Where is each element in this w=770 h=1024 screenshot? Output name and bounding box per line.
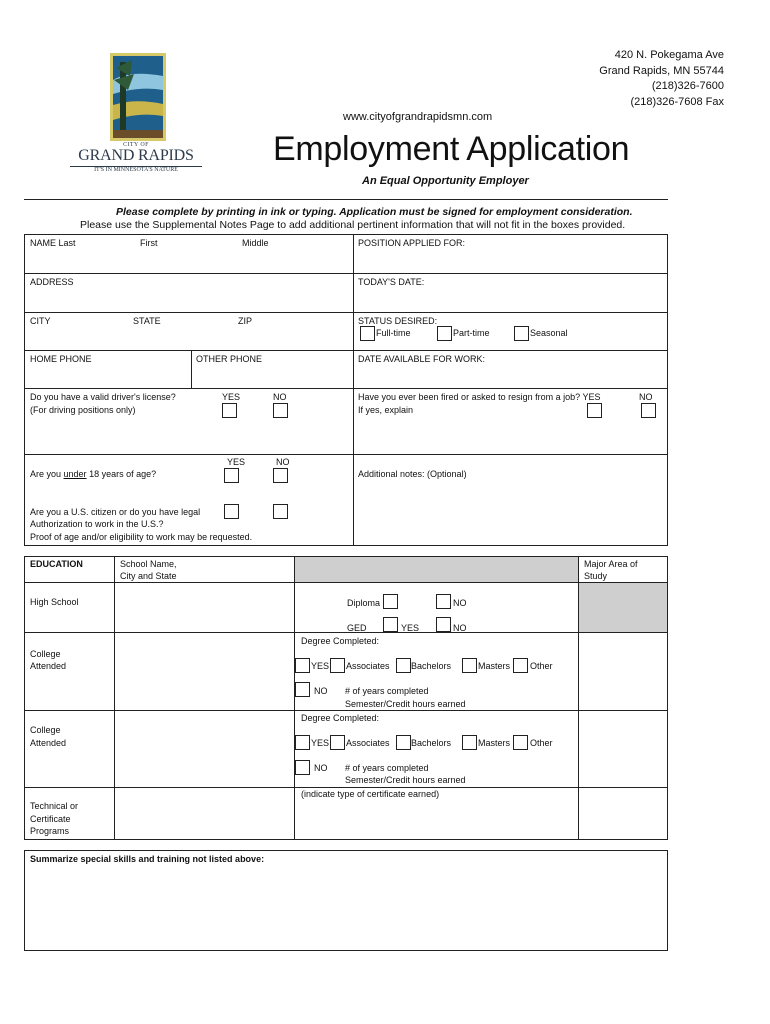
college1-yes-checkbox[interactable]	[295, 658, 310, 673]
citizen-question-1: Are you a U.S. citizen or do you have legal	[30, 507, 201, 517]
contact-block	[599, 48, 724, 110]
fired-question: Have you ever been fired or asked to resign from a job? YES	[358, 392, 601, 402]
page-subtitle: An Equal Opportunity Employer	[362, 175, 529, 187]
part-time-label: Part-time	[453, 328, 490, 338]
home-phone-field[interactable]: HOME PHONE	[30, 354, 92, 364]
school-name-header: School Name,	[120, 559, 177, 569]
college1-hours-label: Semester/Credit hours earned	[345, 699, 466, 709]
age-question: Are you under 18 years of age?	[30, 469, 157, 479]
status-desired-label: STATUS DESIRED:	[358, 316, 438, 326]
college2-bachelors-checkbox[interactable]	[396, 735, 411, 750]
college2-no-checkbox[interactable]	[295, 760, 310, 775]
high-school-label: High School	[30, 597, 79, 607]
full-time-checkbox[interactable]	[360, 326, 375, 341]
ged-yes-label: YES	[401, 623, 420, 633]
technical-label-2: Certificate	[30, 814, 71, 824]
citizen-yes-checkbox[interactable]	[224, 504, 239, 519]
citizen-no-checkbox[interactable]	[273, 504, 288, 519]
age-yes-checkbox[interactable]	[224, 468, 239, 483]
college1-years-label: # of years completed	[345, 686, 429, 696]
seasonal-label: Seasonal	[530, 328, 568, 338]
fired-explain-label: If yes, explain	[358, 405, 414, 415]
age-yes-label: YES	[227, 457, 246, 467]
attended-label-1: Attended	[30, 661, 67, 671]
college2-other-checkbox[interactable]	[513, 735, 528, 750]
citizen-question-2: Authorization to work in the U.S.?	[30, 519, 164, 529]
phone: (218)326-7600	[651, 80, 724, 92]
college2-yes-label: YES	[311, 738, 330, 748]
degree-completed-label-2: Degree Completed:	[301, 713, 380, 723]
age-no-checkbox[interactable]	[273, 468, 288, 483]
college2-associates-label: Associates	[346, 738, 390, 748]
college1-masters-label: Masters	[478, 661, 511, 671]
attended-label-2: Attended	[30, 738, 67, 748]
age-no-label: NO	[276, 457, 290, 467]
zip-field[interactable]: ZIP	[238, 316, 253, 326]
ged-label: GED	[347, 623, 367, 633]
college2-other-label: Other	[530, 738, 553, 748]
state-field[interactable]: STATE	[133, 316, 161, 326]
position-field[interactable]: POSITION APPLIED FOR:	[358, 238, 466, 248]
address-field[interactable]: ADDRESS	[30, 277, 74, 287]
form-divider	[353, 234, 354, 546]
fired-no-label: NO	[639, 392, 653, 402]
diploma-no-label: NO	[453, 598, 467, 608]
college1-bachelors-label: Bachelors	[411, 661, 452, 671]
college2-associates-checkbox[interactable]	[330, 735, 345, 750]
education-heading: EDUCATION	[30, 559, 83, 569]
applicant-form	[24, 234, 668, 546]
logo-mark-icon	[70, 50, 202, 145]
college1-associates-checkbox[interactable]	[330, 658, 345, 673]
part-time-checkbox[interactable]	[437, 326, 452, 341]
city-state-header: City and State	[120, 571, 177, 581]
instruction-bold: Please complete by printing in ink or typing. Application must be signed for employment consideration.	[116, 206, 633, 218]
page-title: Employment Application	[273, 130, 630, 168]
college1-other-checkbox[interactable]	[513, 658, 528, 673]
college1-no-label: NO	[314, 686, 328, 696]
license-no-checkbox[interactable]	[273, 403, 288, 418]
college2-masters-checkbox[interactable]	[462, 735, 477, 750]
college1-no-checkbox[interactable]	[295, 682, 310, 697]
full-time-label: Full-time	[376, 328, 411, 338]
college1-bachelors-checkbox[interactable]	[396, 658, 411, 673]
college2-bachelors-label: Bachelors	[411, 738, 452, 748]
degree-completed-label-1: Degree Completed:	[301, 636, 380, 646]
college2-yes-checkbox[interactable]	[295, 735, 310, 750]
license-yes-checkbox[interactable]	[222, 403, 237, 418]
seasonal-checkbox[interactable]	[514, 326, 529, 341]
fax: (218)326-7608 Fax	[630, 95, 724, 108]
license-note: (For driving positions only)	[30, 405, 136, 415]
additional-notes-field[interactable]: Additional notes: (Optional)	[358, 469, 467, 479]
college1-associates-label: Associates	[346, 661, 390, 671]
technical-label-1: Technical or	[30, 801, 79, 811]
ged-no-checkbox[interactable]	[436, 617, 451, 632]
license-yes-label: YES	[222, 392, 241, 402]
logo	[70, 50, 202, 180]
todays-date-field[interactable]: TODAY'S DATE:	[358, 277, 425, 287]
skills-label: Summarize special skills and training not listed above:	[30, 854, 265, 864]
date-available-field[interactable]: DATE AVAILABLE FOR WORK:	[358, 354, 486, 364]
name-last-field[interactable]: NAME Last	[30, 238, 76, 248]
college2-masters-label: Masters	[478, 738, 511, 748]
fired-no-checkbox[interactable]	[641, 403, 656, 418]
college1-masters-checkbox[interactable]	[462, 658, 477, 673]
name-middle-field[interactable]: Middle	[242, 238, 269, 248]
logo-name: GRAND RAPIDS	[78, 147, 194, 164]
logo-city-of: CITY OF	[123, 142, 149, 148]
college1-other-label: Other	[530, 661, 553, 671]
major-header-1: Major Area of	[584, 559, 638, 569]
fired-yes-checkbox[interactable]	[587, 403, 602, 418]
address-line2: Grand Rapids, MN 55744	[599, 64, 724, 77]
major-header-2: Study	[584, 571, 608, 581]
skills-box[interactable]	[24, 850, 668, 951]
diploma-label: Diploma	[347, 598, 381, 608]
college2-no-label: NO	[314, 763, 328, 773]
college-label-2: College	[30, 725, 61, 735]
ged-yes-checkbox[interactable]	[383, 617, 398, 632]
instruction-note: Please use the Supplemental Notes Page to add additional pertinent information that will not fit in the boxes provided.	[80, 219, 626, 231]
college2-years-label: # of years completed	[345, 763, 429, 773]
citizen-question-3: Proof of age and/or eligibility to work may be requested.	[30, 532, 253, 542]
certificate-note: (indicate type of certificate earned)	[301, 789, 440, 799]
college-label-1: College	[30, 649, 61, 659]
address-line1: 420 N. Pokegama Ave	[614, 49, 724, 61]
logo-tagline: IT'S IN MINNESOTA'S NATURE	[70, 166, 202, 173]
technical-label-3: Programs	[30, 826, 70, 836]
other-phone-field[interactable]: OTHER PHONE	[196, 354, 263, 364]
license-question: Do you have a valid driver's license?	[30, 392, 176, 402]
diploma-yes-checkbox[interactable]	[383, 594, 398, 609]
header-divider	[24, 199, 668, 200]
license-no-label: NO	[273, 392, 287, 402]
website: www.cityofgrandrapidsmn.com	[343, 111, 493, 123]
college1-yes-label: YES	[311, 661, 330, 671]
city-field[interactable]: CITY	[30, 316, 51, 326]
ged-no-label: NO	[453, 623, 467, 633]
name-first-field[interactable]: First	[140, 238, 158, 248]
college2-hours-label: Semester/Credit hours earned	[345, 775, 466, 785]
diploma-no-checkbox[interactable]	[436, 594, 451, 609]
